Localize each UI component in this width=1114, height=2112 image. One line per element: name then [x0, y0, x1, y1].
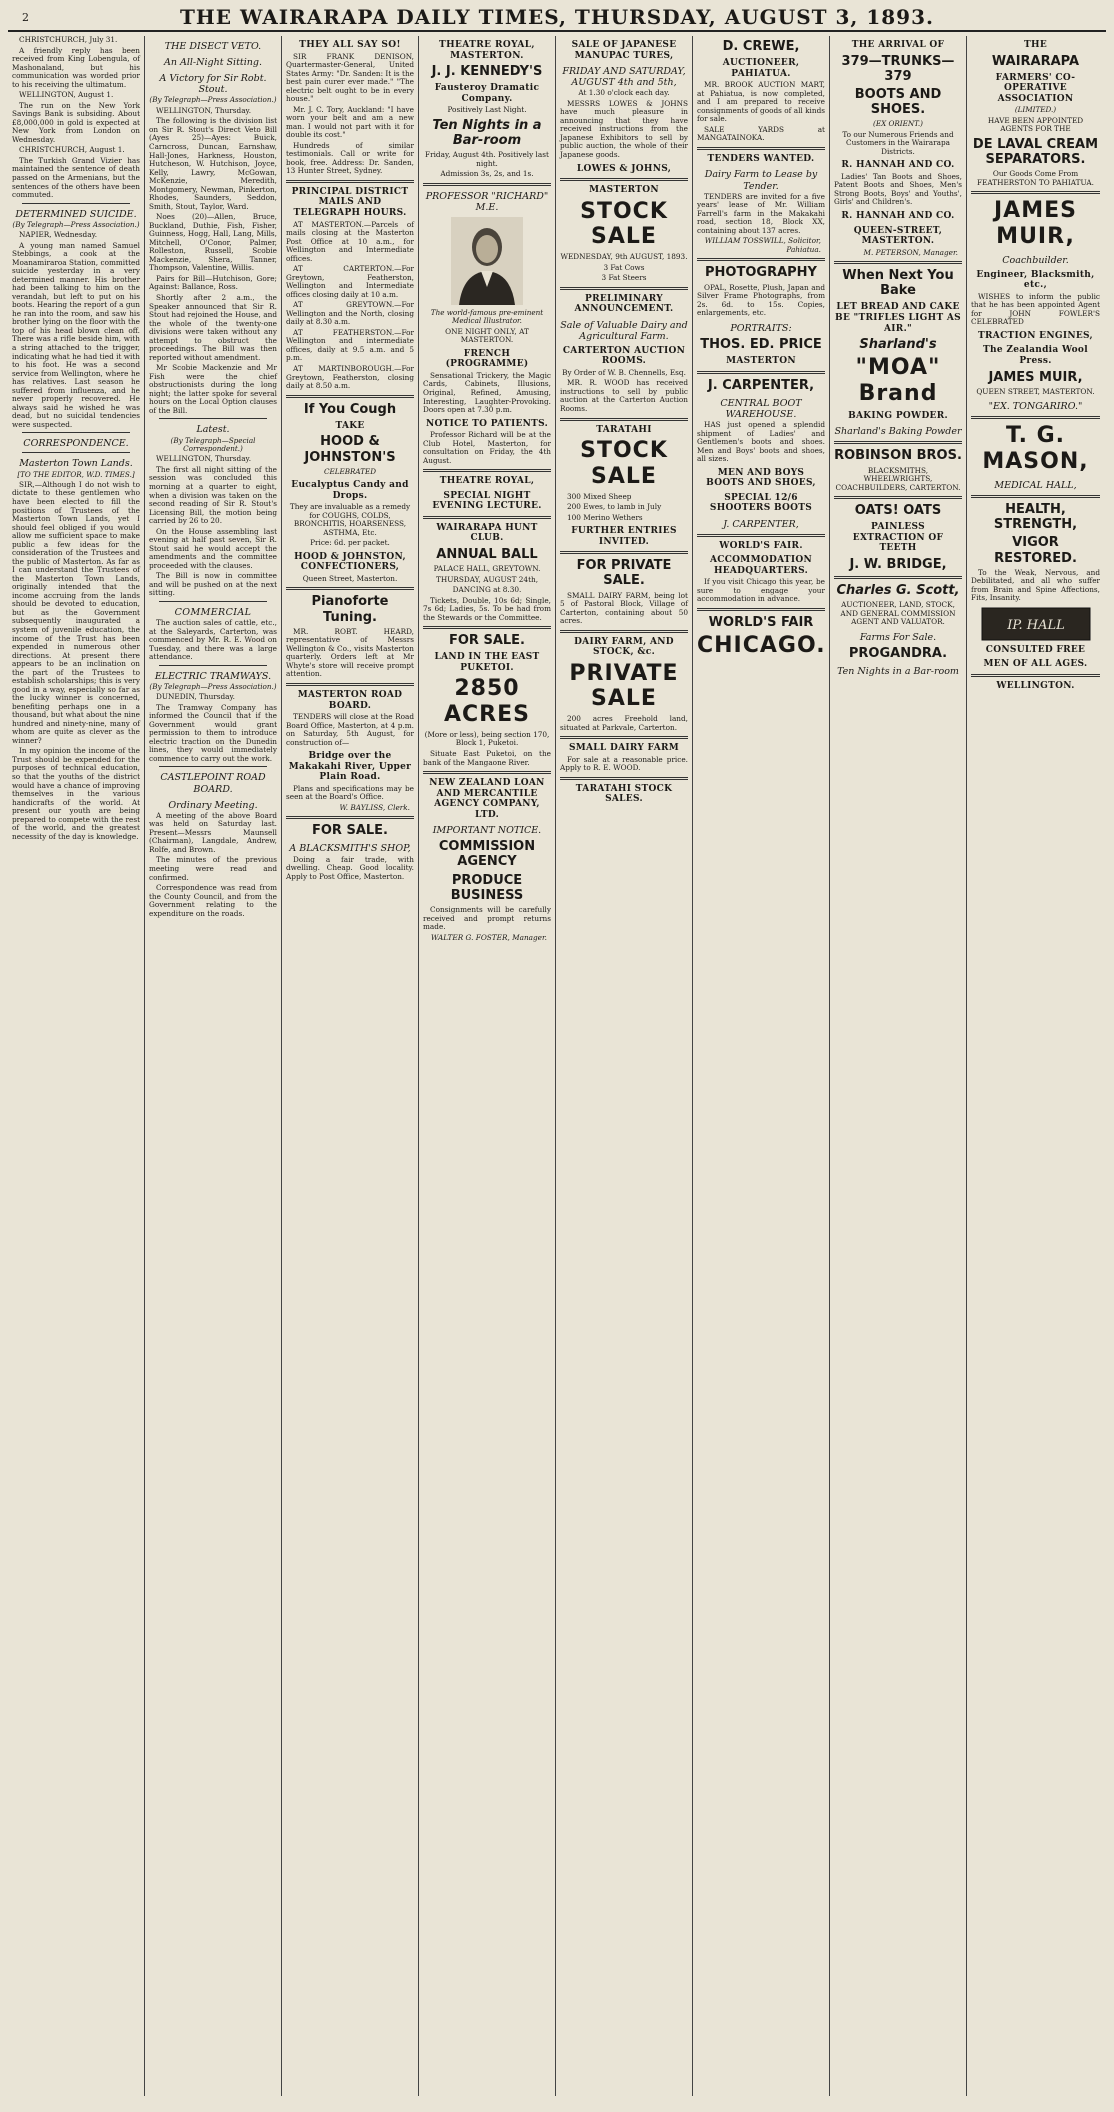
- ad-heading: HOOD & JOHNSTON'S: [304, 434, 396, 465]
- ad-heading: QUEEN-STREET, MASTERTON.: [853, 225, 943, 247]
- ad-heading: J. W. BRIDGE,: [849, 556, 947, 572]
- paragraph: Pairs for Bill—Hutchison, Gore; Against: Ballance, Ross.: [149, 273, 277, 292]
- paragraph: SMALL DAIRY FARM, being lot 5 of Pastoral Block, Village of Carterton, containing about 50 acres.: [560, 590, 688, 626]
- ad-heading: FOR SALE.: [312, 823, 388, 839]
- ad-heading: MASTERTON ROAD BOARD.: [297, 689, 403, 711]
- ad-heading: Charles G. Scott,: [836, 583, 960, 599]
- ad-heading: MASTERTON: [589, 185, 659, 196]
- ad-heading: PAINLESS EXTRACTION OF TEETH: [852, 522, 944, 554]
- ad-heading: LAND IN THE EAST PUKETOI.: [434, 652, 540, 673]
- column-1: [8, 36, 145, 2096]
- ad-heading: SALE OF JAPANESE MANUPAC TURES,: [571, 40, 677, 61]
- ad-subheading: (LIMITED.): [1014, 105, 1057, 115]
- column-8: [967, 36, 1104, 2096]
- column-7: [830, 36, 967, 2096]
- ad-heading: R. HANNAH AND CO.: [841, 160, 955, 171]
- ad-heading: THE: [1024, 40, 1047, 50]
- divider: [159, 601, 267, 602]
- ad-heading: PRODUCE BUSINESS: [450, 872, 524, 903]
- ad-heading: STOCK SALE: [580, 438, 668, 489]
- ad-heading: MEN AND BOYS BOOTS AND SHOES,: [706, 467, 816, 489]
- paragraph: A young man named Samuel Stebbings, a cook at the Moanamiraroa Station, committed suicide yesterday in a very determined manner. His brother had been talking to him on the verandah, but left to put on his boots. Hearing the report of a gun he ran into the room, and saw his brother lying on the floor with the top of his head blown clean off. There was a rifle beside him, with a string attached to the trigger, indicating what he had tied it with to his foot. He was a second service from Wellington, where he has relatives. Last season he suffered from influenza, and he never properly recovered. He always said he wished he was dead, but no suicidal tendencies were suspected.: [12, 240, 140, 429]
- ad-heading: J. CARPENTER,: [707, 377, 815, 393]
- ad-heading: SPECIAL NIGHT EVENING LECTURE.: [432, 490, 542, 512]
- paragraph: The following is the division list on Sir R. Stout's Direct Veto Bill (Ayes 25)—Ayes: Buick, Carncross, Duncan, Earnshaw, Hall-Jones, Harkness, Houston, Hutcheson, W. Hutchison, Joyce, Kelly, Lawry, McGowan, McKenzie, Meredith, Montgomery, Newman, Pinkerton, Rhodes, Saunders, Seddon, Smith, Stout, Taylor, Ward.: [149, 116, 277, 211]
- paragraph: Noes (20)—Allen, Bruce, Buckland, Duthie, Fish, Fisher, Guinness, Hogg, Hall, Lang, Mills, Mitchell, O'Conor, Palmer, Rolleston, Russell, Scobie Mackenzie, Shera, Tanner, Thompson, Valentine, Willis.: [149, 212, 277, 273]
- ad-heading: SPECIAL 12/6 SHOOTERS BOOTS: [709, 492, 813, 514]
- ad-heading: IMPORTANT NOTICE.: [432, 825, 542, 837]
- ad-heading: PRELIMINARY ANNOUNCEMENT.: [574, 293, 674, 315]
- ad-heading: Eucalyptus Candy and Drops.: [291, 480, 409, 501]
- paragraph: (More or less), being section 170, Block 1, Puketoi.: [424, 729, 550, 748]
- paragraph: ONE NIGHT ONLY, AT MASTERTON.: [445, 326, 529, 345]
- article-heading: Latest.: [196, 424, 230, 436]
- ad-heading: J. J. KENNEDY'S: [431, 64, 543, 80]
- ad-heading: PROGANDRA.: [848, 645, 948, 661]
- ad-heading: R. HANNAH AND CO.: [841, 210, 955, 221]
- ad-heading: The Zealandia Wool Press.: [983, 345, 1088, 366]
- divider: [697, 147, 825, 150]
- paragraph: 3 Fat Steers: [601, 273, 647, 283]
- ad-heading: WORLD'S FAIR: [708, 614, 814, 630]
- column-6: [693, 36, 830, 2096]
- dateline: CHRISTCHURCH, August 1.: [19, 145, 125, 155]
- column-3: [282, 36, 419, 2096]
- paragraph: Friday, August 4th. Positively last night.: [425, 150, 549, 168]
- newspaper-page: [0, 4, 1114, 2112]
- ad-heading: SMALL DAIRY FARM: [568, 743, 680, 754]
- ad-heading: Engineer, Blacksmith, etc.,: [976, 269, 1095, 291]
- ad-heading: "MOA" Brand: [855, 355, 941, 406]
- paragraph: MESSRS LOWES & JOHNS have much pleasure in announcing that they have received instructions from the Japanese Exhibitors to sell by public auction, the whole of their Japanese goods.: [560, 98, 688, 159]
- ad-heading: THEY ALL SAY SO!: [299, 40, 401, 50]
- paragraph: The first all night sitting of the session was concluded this morning at a quarter to eight, when a division was taken on the second reading of Sir R. Stout's Licensing Bill, the motion being carried by 26 to 20.: [149, 464, 277, 526]
- paragraph: MR. R. WOOD has received instructions to sell by public auction at the Carterton Auction Rooms.: [560, 378, 688, 413]
- ad-heading: FRIDAY AND SATURDAY, AUGUST 4th and 5th,: [562, 66, 686, 89]
- ad-heading: WAIRARAPA: [991, 53, 1080, 69]
- ad-heading: CENTRAL BOOT WAREHOUSE.: [720, 397, 802, 420]
- paragraph: Ladies' Tan Boots and Shoes, Patent Boots and Shoes, Men's Strong Boots, Boys' and Youths', Girls' and Children's.: [834, 171, 962, 207]
- ad-heading: ROBINSON BROS.: [834, 448, 962, 464]
- paragraph: The Tramway Company has informed the Council that if the Government would grant permission to them to introduce electric traction on the Dunedin lines, they would immediately commence to carry out the work.: [149, 702, 277, 763]
- paragraph: Shortly after 2 a.m., the Speaker announced that Sir R. Stout had rejoined the House, and the whole of the twenty-one divisions were taken without any attempt to obstruct the proceedings. The Bill was then reported without amendment.: [149, 293, 277, 362]
- portrait-engraving: [451, 217, 523, 305]
- ad-heading: MASTERTON: [726, 356, 796, 367]
- paragraph: They are invaluable as a remedy for COUGHS, COLDS, BRONCHITIS, HOARSENESS, ASTHMA, Etc.: [289, 502, 411, 537]
- paragraph: Mr. J. C. Tory, Auckland: "I have worn your belt and am a new man. I would not part with it for double its cost.": [286, 104, 414, 140]
- section-heading: CORRESPONDENCE.: [23, 438, 129, 450]
- divider: [22, 432, 130, 433]
- paragraph: AT FEATHERSTON.—For Wellington and intermediate offices, daily at 9.5 a.m. and 5 p.m.: [286, 327, 414, 363]
- paragraph: On the House assembling last evening at half past seven, Sir R. Stout said he would accept the amendments and the committee proceeded with the clauses.: [149, 526, 277, 570]
- ad-heading: ACCOMMODATION HEADQUARTERS.: [709, 555, 813, 576]
- page-number: 2: [22, 10, 29, 24]
- paragraph: To the Weak, Nervous, and Debilitated, and all who suffer from Brain and Spine Affections, Fits, Insanity.: [971, 567, 1100, 603]
- ad-heading: DAIRY FARM, AND STOCK, &c.: [574, 636, 674, 658]
- article-heading: A Victory for Sir Robt. Stout.: [159, 73, 267, 96]
- column-5: [556, 36, 693, 2096]
- divider: [286, 816, 414, 819]
- paragraph: Queen Street, Masterton.: [302, 573, 398, 583]
- ad-heading: D. CREWE,: [722, 39, 800, 54]
- ad-heading: Farms For Sale.: [859, 631, 937, 643]
- article-subheading: (By Telegraph—Special Correspondent.): [170, 435, 256, 453]
- ad-heading: JAMES MUIR,: [994, 198, 1077, 249]
- paragraph: The run on the New York Savings Bank is subsiding. About £8,000,000 in gold is expected at New York from London on Wednesday.: [12, 100, 140, 144]
- ad-heading: CHICAGO.: [697, 633, 826, 659]
- paragraph: BLACKSMITHS, WHEELWRIGHTS, COACHBUILDERS, CARTERTON.: [835, 465, 961, 492]
- paragraph: 100 Merino Wethers: [567, 512, 643, 522]
- ad-heading: THEATRE ROYAL,: [439, 476, 535, 487]
- divider: [286, 683, 414, 686]
- divider: [971, 191, 1100, 194]
- ad-heading: DE LAVAL CREAM SEPARATORS.: [972, 136, 1099, 167]
- ad-heading: OATS! OATS: [854, 503, 942, 519]
- ad-heading: Dairy Farm to Lease by Tender.: [704, 169, 818, 192]
- divider: [286, 180, 414, 183]
- ad-heading: MEDICAL HALL,: [994, 479, 1077, 491]
- ad-heading: CARTERTON AUCTION ROOMS.: [562, 345, 686, 367]
- divider: [423, 469, 551, 472]
- divider: [697, 608, 825, 611]
- paragraph: DANCING at 8.30.: [452, 585, 522, 595]
- ad-heading: TENDERS WANTED.: [707, 153, 815, 164]
- signature: WILLIAM TOSSWILL, Solicitor, Pahiatua.: [704, 236, 821, 254]
- signature: W. BAYLISS, Clerk.: [339, 802, 410, 812]
- divider: [159, 766, 267, 767]
- paragraph: HAVE BEEN APPOINTED AGENTS FOR THE: [987, 115, 1084, 134]
- ad-heading: PRIVATE SALE: [569, 660, 679, 712]
- divider: [560, 777, 688, 780]
- article-heading: THE DISECT VETO.: [164, 41, 262, 52]
- paragraph: AUCTIONEER, LAND, STOCK, AND GENERAL COMMISSION AGENT AND VALUATOR.: [840, 600, 956, 627]
- ad-heading: 2850 ACRES: [444, 676, 530, 728]
- divider: [560, 287, 688, 290]
- ad-heading: PROFESSOR "RICHARD" M.E.: [425, 190, 549, 213]
- divider: [423, 183, 551, 186]
- ad-heading: Coachbuilder.: [1002, 254, 1069, 266]
- ad-heading: FURTHER ENTRIES INVITED.: [571, 526, 677, 547]
- ad-heading: J. CARPENTER,: [723, 518, 799, 530]
- paragraph: Hundreds of similar testimonials. Call or write for book, free. Address: Dr. Sanden, 13 Hunter Street, Sydney.: [286, 140, 414, 176]
- divider: [697, 371, 825, 374]
- paragraph: The Turkish Grand Vizier has maintained the sentence of death passed on the Armenians, but the sentences of the others have been commuted.: [12, 155, 140, 200]
- article-subheading: [TO THE EDITOR, W.D. TIMES.]: [17, 469, 135, 479]
- divider: [423, 516, 551, 519]
- section-heading: COMMERCIAL: [174, 606, 252, 618]
- article-subheading: (By Telegraph—Press Association.): [12, 219, 140, 229]
- dateline: DUNEDIN, Thursday.: [156, 692, 235, 702]
- ad-heading: AUCTIONEER, PAHIATUA.: [722, 58, 800, 79]
- ad-heading: NOTICE TO PATIENTS.: [425, 418, 549, 429]
- paragraph: A meeting of the above Board was held on Saturday last. Present—Messrs Maunsell (Chairman), Langdale, Andrew, Rolfe, and Brown.: [149, 810, 277, 854]
- paragraph: In my opinion the income of the Trust should be expended for the purposes of technical education, so that the youths of the district would have a chance of improving themselves in the various handicrafts of the world. At present our youth are being prepared to compete with the rest of the world, and the greatest necessity of the day is knowledge.: [12, 746, 140, 841]
- ad-heading: If You Cough: [303, 401, 397, 417]
- article-heading: Ordinary Meeting.: [168, 799, 258, 811]
- columns: [8, 36, 1106, 2096]
- divider: [971, 495, 1100, 498]
- paragraph: Positively Last Night.: [447, 105, 527, 115]
- paragraph: Admission 3s, 2s, and 1s.: [440, 169, 534, 179]
- paragraph: The Bill is now in committee and will be pushed on at the next sitting.: [149, 571, 277, 598]
- paragraph: The minutes of the previous meeting were read and confirmed.: [149, 855, 277, 882]
- article-heading: CASTLEPOINT ROAD BOARD.: [160, 772, 266, 795]
- ad-heading: Fausteroy Dramatic Company.: [434, 83, 540, 104]
- paragraph: Plans and specifications may be seen at the Board's Office.: [286, 783, 414, 802]
- paragraph: QUEEN STREET, MASTERTON.: [976, 386, 1095, 396]
- ad-heading: FOR PRIVATE SALE.: [576, 558, 672, 589]
- ad-heading: LOWES & JOHNS,: [576, 163, 672, 174]
- paragraph: SIR FRANK DENISON, Quartermaster-General, United States Army: "Dr. Sanden: It is the best pain curer ever made." "The electric belt ought to be in every house.": [286, 51, 414, 104]
- ad-heading: TARATAHI STOCK SALES.: [575, 783, 673, 805]
- paragraph: TENDERS will close at the Road Board Office, Masterton, at 4 p.m. on Saturday, 5th August, for construction of—: [286, 712, 414, 747]
- ad-heading: PRINCIPAL DISTRICT MAILS AND TELEGRAPH HOURS.: [291, 186, 409, 218]
- paragraph: By Order of W. B. Chennells, Esq.: [562, 367, 686, 377]
- paragraph: 200 acres Freehold land, situated at Parkvale, Carterton.: [560, 714, 688, 732]
- divider: [971, 416, 1100, 419]
- dateline: WELLINGTON, Thursday.: [156, 454, 252, 464]
- article-heading: Masterton Town Lands.: [19, 458, 133, 470]
- ad-heading: Sale of Valuable Dairy and Agricultural Farm.: [560, 319, 688, 342]
- article-heading: An All-Night Sitting.: [164, 57, 262, 69]
- ad-subheading: CELEBRATED: [323, 466, 377, 476]
- article-heading: DETERMINED SUICIDE.: [15, 208, 137, 220]
- divider: [560, 418, 688, 421]
- paragraph: At 1.30 o'clock each day.: [578, 88, 670, 98]
- newspaper-title: THE WAIRARAPA DAILY TIMES, THURSDAY, AUGUST 3, 1893.: [180, 5, 934, 29]
- paragraph: THURSDAY, AUGUST 24th,: [435, 574, 539, 584]
- paragraph: Price: 6d. per packet.: [310, 538, 390, 548]
- ad-heading: Sharland's: [859, 337, 937, 353]
- ad-heading: Ten Nights in a Bar-room: [837, 666, 959, 678]
- ad-heading: WAIRARAPA HUNT CLUB.: [436, 522, 538, 544]
- ad-heading: TRACTION ENGINES,: [978, 330, 1093, 341]
- ad-heading: "EX. TONGARIRO.": [988, 401, 1083, 413]
- article-subheading: (By Telegraph—Press Association.): [149, 681, 277, 691]
- ad-subheading: (EX ORIENT.): [873, 119, 923, 129]
- dateline: CHRISTCHURCH, July 31.: [19, 36, 118, 44]
- article-heading: ELECTRIC TRAMWAYS.: [154, 670, 272, 682]
- ad-heading: VIGOR RESTORED.: [994, 535, 1077, 566]
- paragraph: The auction sales of cattle, etc., at the Saleyards, Carterton, was commenced by Mr. R. E. Wood on Tuesday, and there was a large attendance.: [149, 618, 277, 662]
- paragraph: MR. BROOK AUCTION MART, at Pahiatua, is now completed, and I am prepared to receive consignments of goods of all kinds for sale.: [697, 80, 825, 124]
- divider: [286, 587, 414, 590]
- ad-heading: WELLINGTON.: [996, 680, 1075, 691]
- ad-heading: A BLACKSMITH'S SHOP,: [289, 843, 411, 855]
- paragraph: WEDNESDAY, 9th AUGUST, 1893.: [560, 252, 688, 261]
- paragraph: A friendly reply has been received from King Lobengula, of Mashonaland, but his communication was worded prior to his receiving the ultimatum.: [12, 45, 140, 89]
- paragraph: OPAL, Rosette, Plush, Japan and Silver Frame Photographs, from 2s. 6d. to 15s. Copies, enlargements, etc.: [697, 282, 825, 318]
- divider: [22, 452, 130, 453]
- ad-heading: 379—TRUNKS—379: [841, 53, 955, 84]
- ad-heading: STOCK SALE: [580, 198, 668, 250]
- paragraph: If you visit Chicago this year, be sure to engage your accommodation in advance.: [697, 577, 825, 604]
- paragraph: 200 Ewes, to lamb in July: [567, 502, 662, 512]
- paragraph: Sensational Trickery, the Magic Cards, Cabinets, Illusions, Original, Refined, Amusing, Interesting, Laughter-Provoking. Doors open at 7.30 p.m.: [423, 370, 551, 415]
- paragraph: MR. ROBT. HEARD, representative of Messrs Wellington & Co., visits Masterton quarterly. Orders left at Mr Whyte's store will receive prompt attention.: [286, 626, 414, 679]
- paragraph: PALACE HALL, GREYTOWN.: [433, 564, 541, 574]
- divider: [560, 630, 688, 633]
- dateline: WELLINGTON, Thursday.: [156, 105, 252, 115]
- paragraph: HAS just opened a splendid shipment of Ladies' and Gentlemen's boots and shoes. Men and Boys' boots and shoes, all sizes.: [697, 419, 825, 464]
- divider: [423, 771, 551, 774]
- ad-heading: PHOTOGRAPHY: [705, 265, 817, 281]
- divider: [697, 258, 825, 261]
- ad-heading: TARATAHI: [596, 424, 652, 435]
- ad-heading: MEN OF ALL AGES.: [983, 659, 1088, 670]
- paragraph: 300 Mixed Sheep: [567, 491, 632, 501]
- article-subheading: (By Telegraph—Press Association.): [149, 95, 277, 105]
- paragraph: AT MASTERTON.—Parcels of mails closing at the Masterton Post Office at 10 a.m., for Wellington and Intermediate offices.: [286, 219, 414, 263]
- divider: [159, 665, 267, 666]
- ad-heading: COMMISSION AGENCY: [438, 839, 536, 870]
- ad-heading: Ten Nights in a Bar-room: [432, 117, 542, 148]
- ad-heading: HOOD & JOHNSTON, CONFECTIONERS,: [294, 551, 406, 573]
- divider: [22, 203, 130, 204]
- paragraph: TENDERS are invited for a five years' lease of Mr. William Farrell's farm in the Makakahi road, section 18, Block XX, containing about 137 acres.: [697, 191, 825, 235]
- paragraph: AT MARTINBOROUGH.—For Greytown, Featherston, closing daily at 8.50 a.m.: [286, 364, 414, 391]
- column-4: [419, 36, 556, 2096]
- paragraph: Doing a fair trade, with dwelling. Cheap. Good locality. Apply to Post Office, Masterton.: [286, 854, 414, 881]
- divider: [286, 395, 414, 398]
- divider: [834, 441, 962, 444]
- paragraph: AT GREYTOWN.—For Wellington and the North, closing daily at 8.30 a.m.: [286, 300, 414, 327]
- ad-heading: CONSULTED FREE: [985, 644, 1086, 655]
- paragraph: SALE YARDS at MANGATAINOKA.: [697, 124, 825, 143]
- paragraph: Mr Scobie Mackenzie and Mr Fish were the chief obstructionists during the long night; the latter spoke for several hours on the Local Option clauses of the Bill.: [149, 363, 277, 415]
- ad-heading: WORLD'S FAIR.: [719, 540, 803, 551]
- ad-heading: THEATRE ROYAL, MASTERTON.: [439, 40, 535, 61]
- divider: [560, 178, 688, 181]
- ad-heading: BOOTS AND SHOES.: [854, 86, 942, 118]
- ad-heading: Pianoforte Tuning.: [311, 594, 389, 625]
- caption: The world-famous pre-eminent Medical Illustrator.: [430, 308, 544, 326]
- ad-heading: Bridge over the Makakahi River, Upper Plain Road.: [288, 751, 412, 783]
- ad-heading: T. G. MASON,: [982, 423, 1089, 475]
- ad-heading: FRENCH (PROGRAMME): [445, 348, 529, 370]
- dateline: WELLINGTON, August 1.: [19, 90, 114, 100]
- ad-heading: NEW ZEALAND LOAN AND MERCANTILE AGENCY COMPANY, LTD.: [429, 778, 545, 820]
- ad-heading: TAKE: [335, 420, 365, 431]
- paragraph: AT CARTERTON.—For Greytown, Featherston, Wellington and Intermediate offices closing daily at 10 a.m.: [286, 264, 414, 299]
- paragraph: Our Goods Come From FEATHERSTON TO PAHIATUA.: [976, 169, 1095, 187]
- ad-heading: FARMERS' CO-OPERATIVE ASSOCIATION: [995, 72, 1076, 104]
- divider: [834, 496, 962, 499]
- ad-heading: ANNUAL BALL: [436, 546, 538, 562]
- paragraph: Tickets, Double, 10s 6d; Single, 7s 6d; Ladies, 5s. To be had from the Stewards or the Committee.: [423, 595, 551, 622]
- divider: [697, 534, 825, 537]
- dateline: NAPIER, Wednesday.: [19, 230, 98, 240]
- divider: [560, 551, 688, 554]
- divider: [834, 261, 962, 264]
- paragraph: Professor Richard will be at the Club Hotel, Masterton, for consultation on Friday, the 4th August.: [423, 430, 551, 465]
- divider: [971, 674, 1100, 677]
- divider: [159, 418, 267, 419]
- divider: [423, 626, 551, 629]
- ad-heading: THE ARRIVAL OF: [851, 40, 945, 50]
- paragraph: To our Numerous Friends and Customers in the Wairarapa Districts.: [842, 129, 954, 156]
- ad-heading: PORTRAITS:: [730, 322, 792, 334]
- ad-heading: LET BREAD AND CAKE BE "TRIFLES LIGHT AS AIR.": [835, 302, 961, 334]
- ad-heading: BAKING POWDER.: [848, 410, 948, 421]
- paragraph: Consignments will be carefully received and prompt returns made.: [423, 905, 551, 932]
- ad-heading: THOS. ED. PRICE: [700, 336, 822, 352]
- column-2: [145, 36, 282, 2096]
- paragraph: Correspondence was read from the County Council, and from the Government relating to the expenditure on the roads.: [149, 883, 277, 918]
- masthead: [8, 4, 1106, 32]
- paragraph: Situate East Puketoi, on the bank of the Mangaone River.: [423, 748, 551, 767]
- paragraph: 3 Fat Cows: [603, 262, 645, 272]
- signature: M. PETERSON, Manager.: [863, 247, 958, 257]
- seal-text: IP. HALL: [1006, 617, 1065, 633]
- ad-heading: When Next You Bake: [842, 268, 954, 299]
- paragraph: WISHES to inform the public that he has been appointed Agent for JOHN FOWLER'S CELEBRATED: [971, 291, 1100, 327]
- seal-emblem: [981, 607, 1091, 641]
- ad-heading: JAMES MUIR,: [988, 369, 1083, 385]
- ad-heading: Sharland's Baking Powder: [834, 426, 962, 438]
- divider: [560, 736, 688, 739]
- ad-heading: HEALTH, STRENGTH,: [993, 501, 1078, 533]
- signature: WALTER G. FOSTER, Manager.: [430, 932, 547, 942]
- paragraph: For sale at a reasonable price. Apply to R. E. WOOD.: [560, 754, 688, 773]
- paragraph: SIR,—Although I do not wish to dictate to these gentlemen who have been elected to fill the positions of Trustees of the Masterton Town Lands, yet I should feel obliged if you would allow me sufficient space to make public a few ideas for the consideration of the Trustees and the public of Masterton. As far as I can understand the Trustees of the Masterton Town Lands, originally intended that the income accruing from the lands should be devoted to education, but as the Government subsequently inaugurated a system of juvenile education, the income of the Trust has been expended in numerous other directions. At present there appears to be an inclination on the part of the Trustees to establish scholarships; this is very good in a way, especially so far as the lucky winner is concerned, benefiting perhaps one in a thousand, but what about the nine hundred and ninety-nine, many of whom are quite as clever as the winner?: [12, 479, 140, 745]
- divider: [834, 576, 962, 579]
- ad-heading: FOR SALE.: [449, 633, 525, 649]
